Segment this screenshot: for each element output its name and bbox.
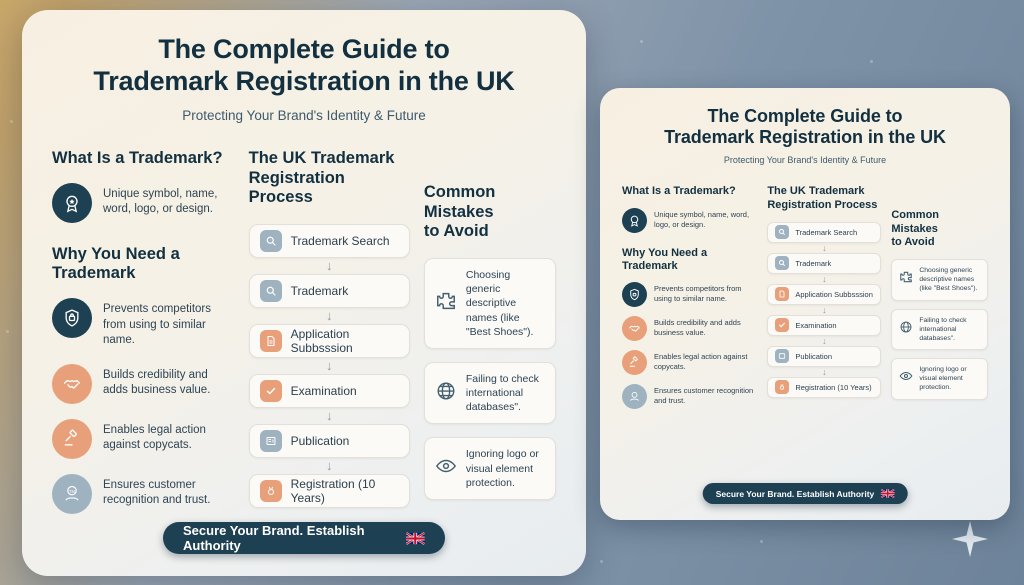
process-step-label: Examination bbox=[290, 384, 357, 399]
list-item bbox=[622, 208, 757, 233]
list-item bbox=[622, 350, 757, 375]
list-item-text: Unique symbol, name, word, logo, or design. bbox=[103, 187, 218, 216]
mistake-text: Choosing generic descriptive names (like "Best Shoes"). bbox=[919, 267, 978, 293]
mistake-text: Ignoring logo or visual element protection. bbox=[919, 366, 967, 392]
preview-title: The Complete Guide to Trademark Registration in the UK bbox=[664, 106, 946, 148]
gavel-icon bbox=[622, 350, 647, 375]
list-item bbox=[622, 316, 757, 341]
poster-preview[interactable] bbox=[600, 88, 1010, 520]
arrow-down-icon: ↓ bbox=[326, 458, 333, 474]
handshake-icon bbox=[622, 316, 647, 341]
preview-columns bbox=[600, 165, 1010, 409]
mistake-card[interactable] bbox=[891, 309, 988, 351]
content-columns bbox=[22, 123, 586, 514]
preview-heading-what-is: What Is a Trademark? bbox=[622, 185, 736, 198]
process-step[interactable] bbox=[249, 224, 410, 258]
check-icon bbox=[260, 380, 282, 402]
eye-icon bbox=[435, 455, 457, 482]
preview-process-steps bbox=[767, 222, 881, 398]
page-title bbox=[22, 34, 586, 98]
list-item-text: Enables legal action against copycats. bbox=[654, 352, 748, 372]
list-why-you-need bbox=[52, 298, 235, 514]
list-common-mistakes bbox=[424, 258, 556, 500]
footer-cta-pill[interactable] bbox=[163, 522, 445, 554]
mistake-card[interactable] bbox=[424, 437, 556, 500]
preview-heading-process: The UK Trademark Registration Process bbox=[767, 185, 878, 211]
search-icon bbox=[260, 280, 282, 302]
list-item bbox=[52, 298, 235, 349]
arrow-down-icon: ↓ bbox=[822, 335, 827, 346]
column-mistakes bbox=[424, 183, 556, 514]
uk-flag-icon bbox=[406, 532, 425, 545]
list-what-is-a-trademark bbox=[52, 183, 235, 223]
process-step-label: Application Subbsssion bbox=[795, 289, 873, 299]
check-icon bbox=[775, 318, 789, 332]
process-step-label: Trademark Search bbox=[290, 234, 390, 249]
process-step-label: Publication bbox=[795, 351, 833, 361]
newspaper-icon bbox=[775, 349, 789, 363]
list-item bbox=[52, 474, 235, 514]
page-subtitle: Protecting Your Brand's Identity & Future bbox=[182, 107, 426, 123]
mistake-card[interactable] bbox=[424, 258, 556, 349]
arrow-down-icon: ↓ bbox=[822, 366, 827, 377]
mistake-card[interactable] bbox=[891, 259, 988, 301]
arrow-down-icon: ↓ bbox=[822, 273, 827, 284]
newspaper-icon bbox=[260, 430, 282, 452]
shield-lock-icon bbox=[52, 298, 92, 338]
process-step-label: Registration (10 Years) bbox=[290, 477, 376, 506]
mistake-card[interactable] bbox=[424, 362, 556, 425]
list-item-text: Ensures customer recognition and trust. bbox=[103, 478, 211, 507]
list-item-text: Prevents competitors from using to similar name. bbox=[654, 284, 742, 304]
list-item-text: Builds credibility and adds business value. bbox=[103, 368, 211, 397]
title-line-2: Trademark Registration in the UK bbox=[93, 65, 515, 96]
process-step[interactable] bbox=[249, 424, 410, 458]
process-step[interactable] bbox=[249, 474, 410, 508]
search-icon bbox=[775, 256, 789, 270]
gavel-icon bbox=[52, 419, 92, 459]
process-steps bbox=[249, 224, 410, 508]
column-process bbox=[249, 149, 410, 514]
poster-primary bbox=[22, 10, 586, 576]
list-item-text: Ensures customer recognition and trust. bbox=[654, 386, 754, 406]
list-item-text: Enables legal action against copycats. bbox=[103, 423, 206, 452]
sparkle-icon bbox=[950, 519, 990, 559]
puzzle-icon bbox=[435, 290, 457, 317]
process-step-label: Application Subbsssion bbox=[290, 327, 353, 356]
process-step[interactable] bbox=[767, 377, 881, 398]
process-step-label: Trademark Search bbox=[795, 227, 858, 237]
process-step-label: Examination bbox=[795, 320, 837, 330]
process-step[interactable] bbox=[767, 284, 881, 305]
process-step[interactable] bbox=[249, 374, 410, 408]
preview-list-what-is bbox=[622, 208, 757, 233]
arrow-down-icon: ↓ bbox=[326, 308, 333, 324]
mistake-text: Failing to check international databases". bbox=[919, 316, 967, 342]
document-icon bbox=[775, 287, 789, 301]
column-definitions bbox=[52, 149, 235, 514]
list-item-text: Builds credibility and adds business value. bbox=[654, 318, 741, 338]
arrow-down-icon: ↓ bbox=[326, 258, 333, 274]
list-item bbox=[52, 183, 235, 223]
preview-list-mistakes bbox=[891, 259, 988, 400]
list-item bbox=[622, 282, 757, 307]
svg-text:TM: TM bbox=[68, 488, 76, 494]
puzzle-icon bbox=[899, 270, 913, 289]
heading-common-mistakes: Common Mistakes to Avoid bbox=[423, 182, 496, 241]
medal-icon bbox=[775, 380, 789, 394]
eye-icon bbox=[899, 369, 913, 388]
process-step-label: Trademark bbox=[795, 258, 832, 268]
arrow-down-icon: ↓ bbox=[822, 304, 827, 315]
uk-flag-icon bbox=[880, 489, 894, 498]
list-item bbox=[52, 364, 235, 404]
heading-why-you-need: Why You Need a Trademark bbox=[52, 244, 180, 283]
process-step[interactable] bbox=[249, 274, 410, 308]
title-line-1: The Complete Guide to bbox=[158, 34, 450, 64]
mistake-card[interactable] bbox=[891, 358, 988, 400]
preview-column-definitions bbox=[622, 185, 757, 409]
process-step-label: Publication bbox=[290, 434, 350, 449]
preview-subtitle: Protecting Your Brand's Identity & Future bbox=[723, 155, 887, 166]
process-step[interactable] bbox=[767, 222, 881, 243]
preview-column-process bbox=[767, 185, 881, 409]
medal-icon bbox=[260, 480, 282, 502]
preview-footer-cta-pill[interactable] bbox=[703, 483, 908, 504]
badge-star-icon bbox=[622, 208, 647, 233]
list-item-text: Prevents competitors from using to similar name. bbox=[103, 303, 212, 347]
document-icon bbox=[260, 330, 282, 352]
globe-icon bbox=[435, 380, 457, 407]
search-icon bbox=[260, 230, 282, 252]
process-step[interactable] bbox=[767, 346, 881, 367]
preview-column-mistakes bbox=[891, 209, 988, 409]
footer-cta-label: Secure Your Brand. Establish Authority bbox=[715, 488, 875, 499]
process-step-label: Registration (10 Years) bbox=[795, 382, 872, 392]
list-item-text: Unique symbol, name, word, logo, or design. bbox=[654, 209, 750, 229]
heading-what-is-a-trademark: What Is a Trademark? bbox=[52, 148, 223, 167]
list-item bbox=[52, 419, 235, 459]
process-step-label: Trademark bbox=[290, 284, 349, 299]
preview-list-why-need bbox=[622, 282, 757, 409]
preview-heading-mistakes: Common Mistakes to Avoid bbox=[891, 209, 940, 248]
search-icon bbox=[775, 225, 789, 239]
list-item bbox=[622, 384, 757, 409]
arrow-down-icon: ↓ bbox=[326, 358, 333, 374]
process-step[interactable] bbox=[249, 324, 410, 358]
handshake-icon bbox=[52, 364, 92, 404]
tm-hand-icon bbox=[622, 384, 647, 409]
shield-lock-icon bbox=[622, 282, 647, 307]
process-step[interactable] bbox=[767, 315, 881, 336]
mistake-text: Ignoring logo or visual element protection. bbox=[465, 448, 539, 489]
mistake-text: Failing to check international databases". bbox=[465, 372, 539, 414]
badge-star-icon bbox=[52, 183, 92, 223]
mistake-text: Choosing generic descriptive names (like "Best Shoes"). bbox=[465, 269, 534, 338]
footer-cta-label: Secure Your Brand. Establish Authority bbox=[183, 523, 365, 553]
tm-hand-icon bbox=[52, 474, 92, 514]
arrow-down-icon: ↓ bbox=[822, 242, 827, 253]
preview-heading-why-need: Why You Need a Trademark bbox=[622, 246, 708, 272]
process-step[interactable] bbox=[767, 253, 881, 274]
globe-icon bbox=[899, 320, 913, 339]
heading-process: The UK Trademark Registration Process bbox=[248, 148, 395, 207]
arrow-down-icon: ↓ bbox=[326, 408, 333, 424]
